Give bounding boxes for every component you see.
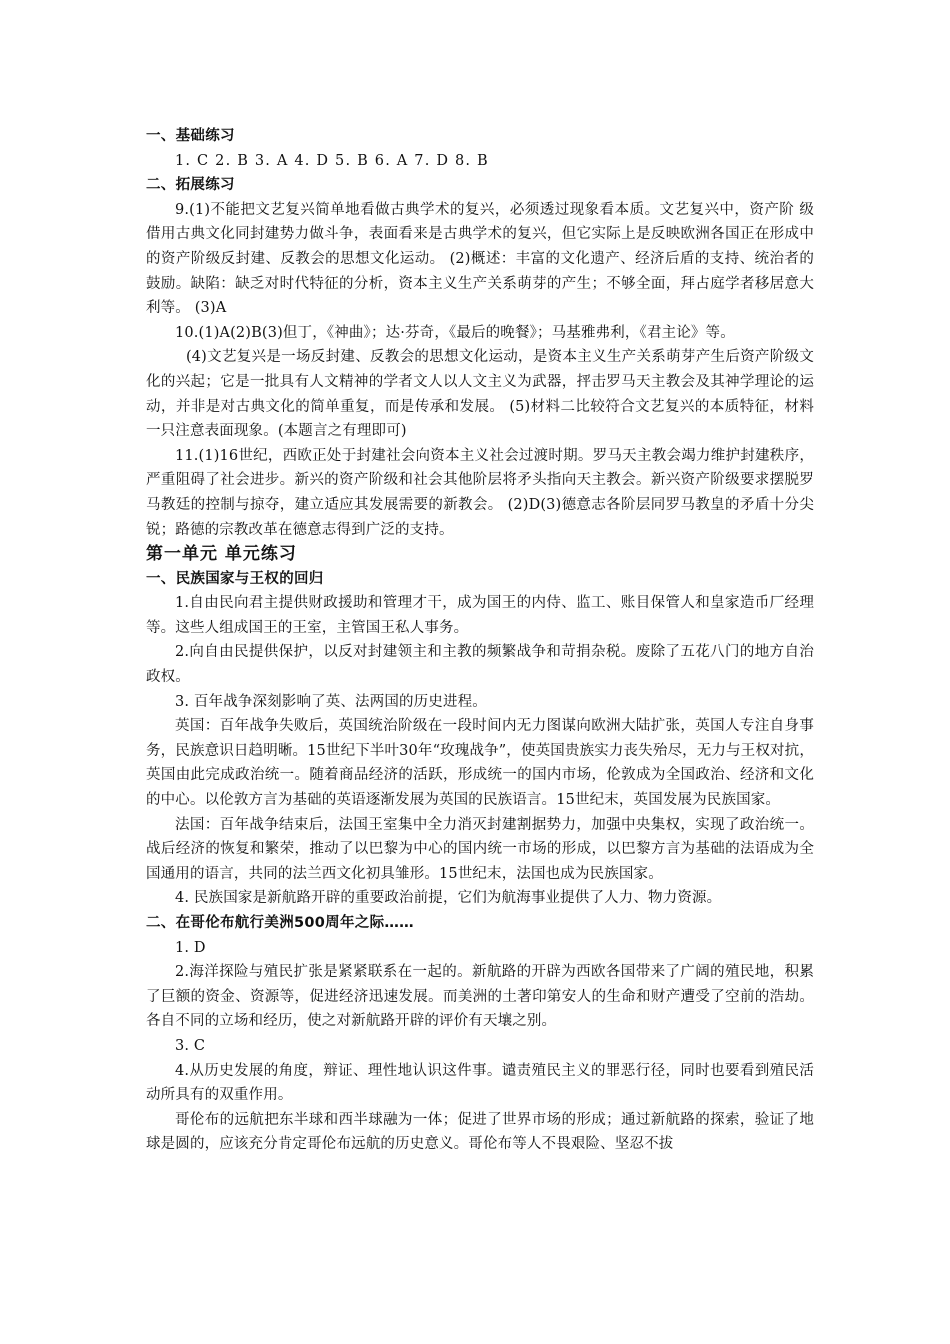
section-heading-nation-state: 一、民族国家与王权的回归	[146, 570, 324, 587]
section-heading-basic-practice: 一、基础练习	[146, 128, 235, 144]
paragraph-item-3: 3. 百年战争深刻影响了英、法两国的历史进程。	[175, 693, 487, 710]
answer-item-1: 1. D	[175, 939, 206, 956]
answer-paragraph-10: 10.(1)A(2)B(3)但丁，《神曲》；达·芬奇，《最后的晚餐》；马基雅弗利，《君主论》等。	[175, 324, 735, 341]
section-heading-extended-practice: 二、拓展练习	[146, 177, 235, 194]
paragraph-item-1: 1.自由民向君主提供财政援助和管理才干，成为国王的内侍、监工、账目保管人和皇家造币厂经理等。这些人组成国王的王室，主管国王私人事务。	[146, 595, 814, 636]
paragraph-item-4: 4. 民族国家是新航路开辟的重要政治前提，它们为航海事业提供了人力、物力资源。	[175, 890, 722, 907]
paragraph-item-4-history: 4.从历史发展的角度，辩证、理性地认识这件事。谴责殖民主义的罪恶行径，同时也要看到殖民活动所具有的双重作用。	[146, 1062, 814, 1104]
answer-item-3: 3. C	[175, 1037, 206, 1054]
answer-paragraph-10-part-4: (4)文艺复兴是一场反封建、反教会的思想文化运动，是资本主义生产关系萌芽产生后资产阶级文化的兴起；它是一批具有人文精神的学者文人以人文主义为武器，抨击罗马天主教会及其神学理论的运动，并非是对古典文化的简单重复，而是传承和发展。 (5)材料二比较符合文艺复兴的本质特征，材料一只注意表面现象。(本题言之有理即可)	[146, 349, 814, 440]
section-heading-columbus: 二、在哥伦布航行美洲500周年之际……	[146, 915, 414, 931]
paragraph-england: 英国：百年战争失败后，英国统治阶级在一段时间内无力图谋向欧洲大陆扩张，英国人专注自身事务，民族意识日趋明晰。15世纪下半叶30年“玫瑰战争”，使英国贵族实力丧失殆尽，无力与王权对抗，英国由此完成政治统一。随着商品经济的活跃，形成统一的国内市场，伦敦成为全国政治、经济和文化的中心。以伦敦方言为基础的英语逐渐发展为英国的民族语言。15世纪末，英国发展为民族国家。	[146, 718, 814, 809]
answer-paragraph-11: 11.(1)16世纪，西欧正处于封建社会向资本主义社会过渡时期。罗马天主教会竭力维护封建秩序，严重阻碍了社会进步。新兴的资产阶级和社会其他阶层将矛头指向天主教会。新兴资产阶级要求摆脱罗马教廷的控制与掠夺，建立适应其发展需要的新教会。 (2)D(3)德意志各阶层同罗马教皇的矛盾十分尖锐；路德的宗教改革在德意志得到广泛的支持。	[146, 447, 814, 538]
document-page	[146, 124, 814, 1157]
answer-paragraph-9: 9.(1)不能把文艺复兴简单地看做古典学术的复兴，必须透过现象看本质。文艺复兴中，资产阶 级借用古典文化同封建势力做斗争，表面看来是古典学术的复兴，但它实际上是反映欧洲各国正在形成中的资产阶级反封建、反教会的思想文化运动。 (2)概述：丰富的文化遗产、经济后盾的支持、统治者的鼓励。缺陷：缺乏对时代特征的分析，资本主义生产关系萌芽的产生；不够全面，拜占庭学者移居意大利等。 (3)A	[146, 201, 814, 317]
paragraph-columbus-voyage: 哥伦布的远航把东半球和西半球融为一体；促进了世界市场的形成；通过新航路的探索，验证了地球是圆的，应该充分肯定哥伦布远航的历史意义。哥伦布等人不畏艰险、坚忍不拔	[146, 1111, 814, 1153]
answer-line-1-8: 1. C 2. B 3. A 4. D 5. B 6. A 7. D 8. B	[175, 152, 489, 169]
paragraph-france: 法国：百年战争结束后，法国王室集中全力消灭封建割据势力，加强中央集权，实现了政治统一。战后经济的恢复和繁荣，推动了以巴黎为中心的国内统一市场的形成，以巴黎方言为基础的法语成为全国通用的语言，共同的法兰西文化初具雏形。15世纪末，法国也成为民族国家。	[146, 816, 814, 882]
paragraph-item-2-ocean: 2.海洋探险与殖民扩张是紧紧联系在一起的。新航路的开辟为西欧各国带来了广阔的殖民地，积累了巨额的资金、资源等，促进经济迅速发展。而美洲的土著印第安人的生命和财产遭受了空前的浩劫。各自不同的立场和经历，使之对新航路开辟的评价有天壤之别。	[146, 964, 814, 1030]
unit-heading: 第一单元 单元练习	[146, 544, 297, 565]
paragraph-item-2: 2.向自由民提供保护，以反对封建领主和主教的频繁战争和苛捐杂税。废除了五花八门的地方自治政权。	[146, 644, 814, 686]
